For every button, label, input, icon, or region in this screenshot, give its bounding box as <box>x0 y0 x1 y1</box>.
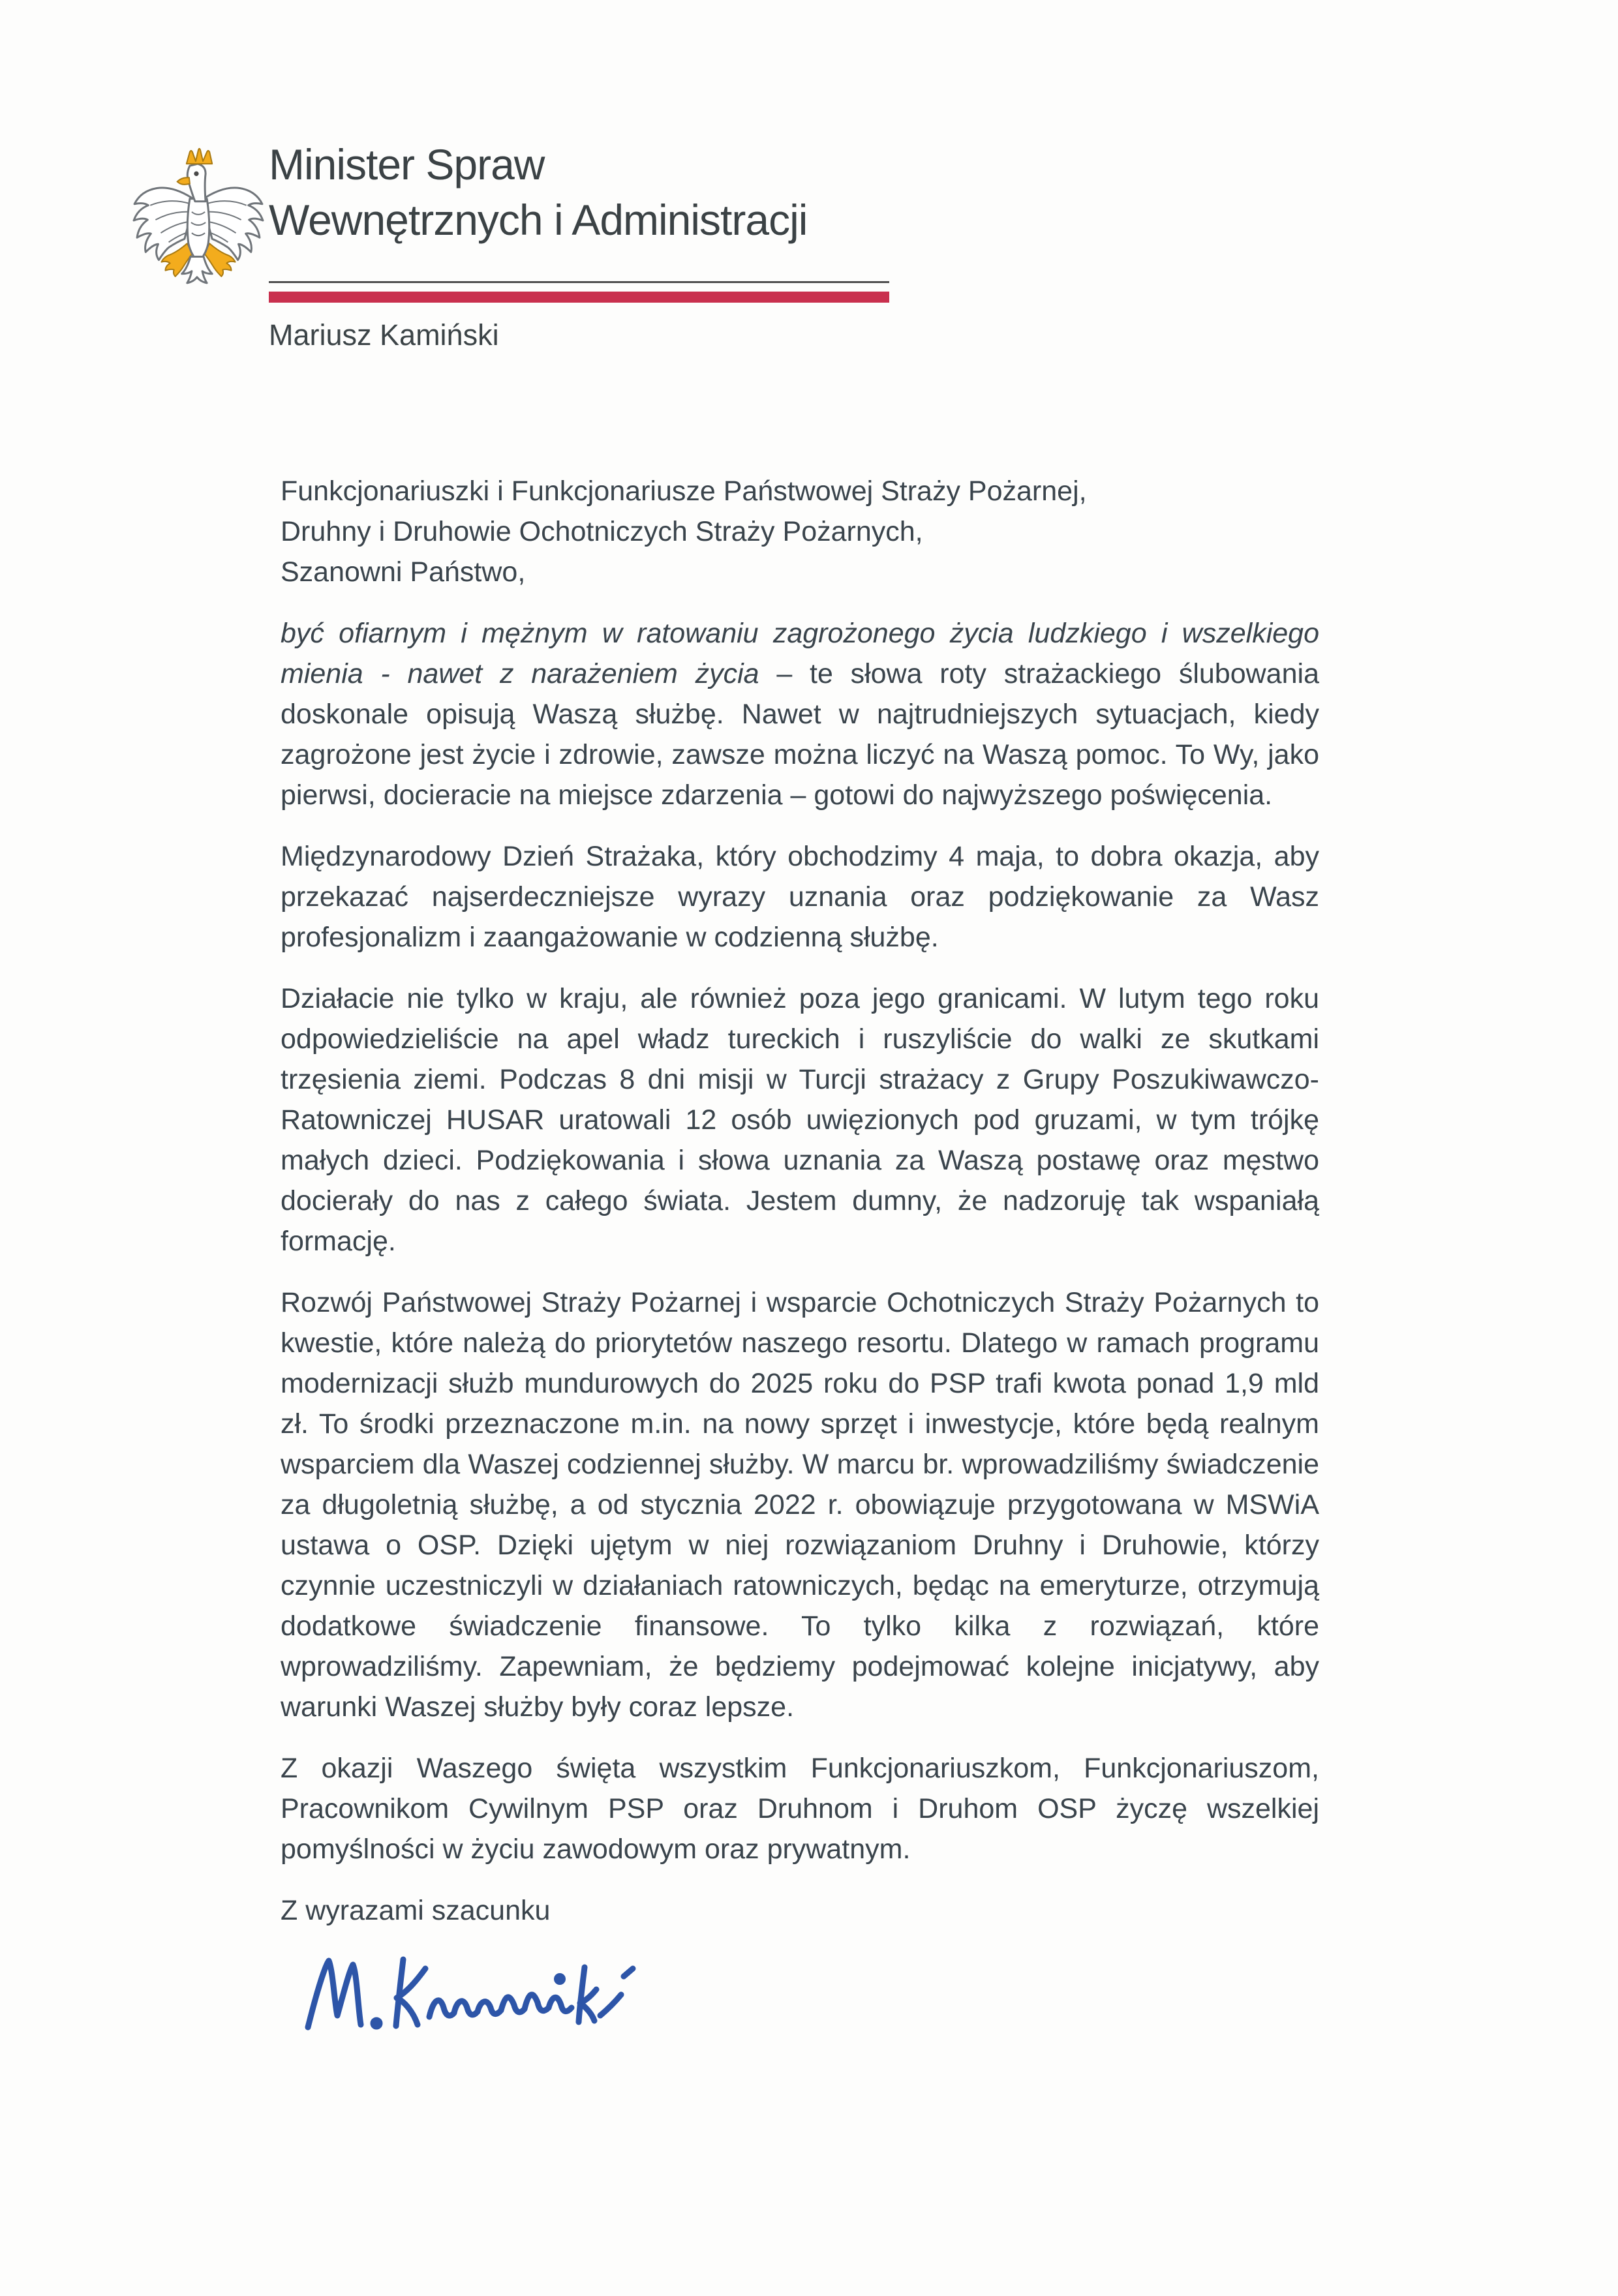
ministry-title-line1: Minister Spraw <box>269 140 545 189</box>
salutation-line: Szanowni Państwo, <box>281 556 526 588</box>
paragraph: Rozwój Państwowej Straży Pożarnej i wsparcie Ochotniczych Straży Pożarnych to kwestie, które należą do priorytetów naszego resortu. Dlatego w ramach programu modernizacji służb mundurowych do 2025 roku do PSP trafi kwota ponad 1,9 mld zł. To środki przeznaczone m.in. na nowy sprzęt i inwestycje, które będą realnym wsparciem dla Waszej codziennej służby. W marcu br. wprowadziliśmy świadczenie za długoletnią służbę, a od stycznia 2022 r. obowiązuje przygotowana w MSWiA ustawa o OSP. Dzięki ujętym w niej rozwiązaniom Druhny i Druhowie, którzy czynnie uczestniczyli w działaniach ratowniczych, będąc na emeryturze, otrzymują dodatkowe świadczenie finansowe. To tylko kilka z rozwiązań, które wprowadziliśmy. Zapewniam, że będziemy podejmować kolejne inicjatywy, aby warunki Waszej służby były coraz lepsze. <box>281 1287 1319 1723</box>
salutation-line: Druhny i Druhowie Ochotniczych Straży Pożarnych, <box>281 516 923 547</box>
paragraph-oath <box>281 613 1319 815</box>
paragraph: Działacie nie tylko w kraju, ale również poza jego granicami. W lutym tego roku odpowiedzieliście na apel władz tureckich i ruszyliście do walki ze skutkami trzęsienia ziemi. Podczas 8 dni misji w Turcji strażacy z Grupy Poszukiwawczo-Ratowniczej HUSAR uratowali 12 osób uwięzionych pod gruzami, w tym trójkę małych dzieci. Podziękowania i słowa uznania za Waszą postawę oraz męstwo docierały do nas z całego świata. Jestem dumny, że nadzoruję tak wspaniałą formację. <box>281 983 1319 1257</box>
ministry-title-line2: Wewnętrznych i Administracji <box>269 196 808 244</box>
letterhead-rule <box>269 281 889 283</box>
salutation-line: Funkcjonariuszki i Funkcjonariusze Państwowej Straży Pożarnej, <box>281 476 1087 507</box>
polish-eagle-emblem <box>129 145 267 299</box>
oath-rest: – te słowa roty strażackiego ślubowania doskonale opisują Waszą służbę. Nawet w najtrudniejszych sytuacjach, kiedy zagrożone jest życie i zdrowie, zawsze można liczyć na Waszą pomoc. To Wy, jako pierwsi, docieracie na miejsce zdarzenia – gotowi do najwyższego poświęcenia. <box>281 658 1319 811</box>
minister-name: Mariusz Kamiński <box>269 318 499 352</box>
closing-phrase: Z wyrazami szacunku <box>281 1895 551 1926</box>
paragraph: Z okazji Waszego święta wszystkim Funkcjonariuszkom, Funkcjonariuszom, Pracownikom Cywilnym PSP oraz Druhnom i Druhom OSP życzę wszelkiej pomyślności w życiu zawodowym oraz prywatnym. <box>281 1753 1319 1865</box>
handwritten-signature <box>299 1948 664 2051</box>
letter-body <box>281 471 1319 2051</box>
ministry-title <box>269 137 807 248</box>
letterhead-flag-bar <box>269 292 889 303</box>
salutation <box>281 471 1319 592</box>
oath-quote-italic: być ofiarnym i mężnym w ratowaniu zagrożonego życia ludzkiego i wszelkiego mienia - nawet z narażeniem życia <box>281 618 1319 689</box>
paragraph: Międzynarodowy Dzień Strażaka, który obchodzimy 4 maja, to dobra okazja, aby przekazać najserdeczniejsze wyrazy uznania oraz podziękowanie za Wasz profesjonalizm i zaangażowanie w codzienną służbę. <box>281 841 1319 953</box>
